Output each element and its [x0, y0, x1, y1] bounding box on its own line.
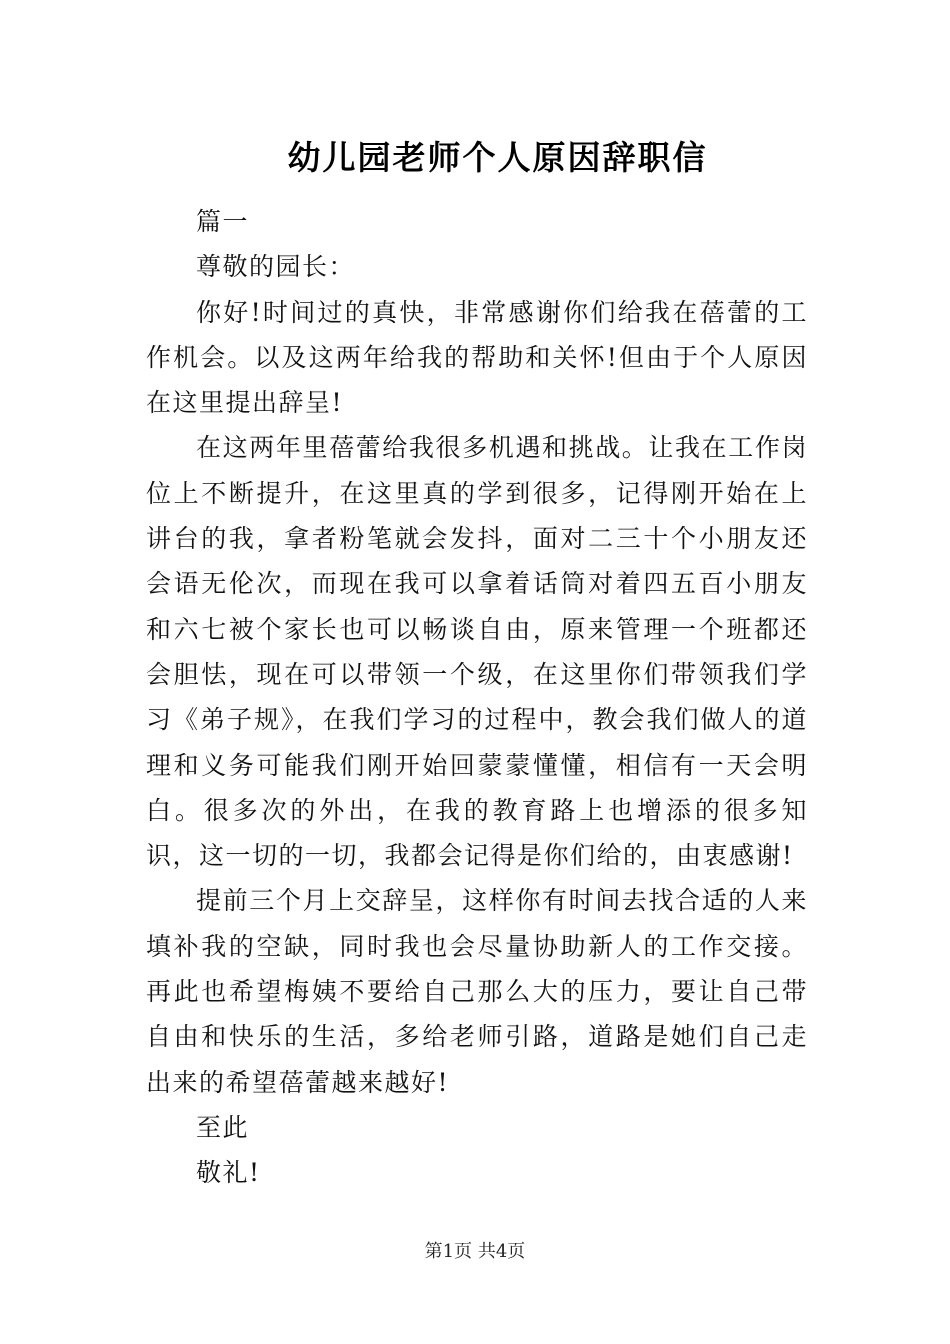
paragraph-greeting: 你好!时间过的真快，非常感谢你们给我在蓓蕾的工作机会。以及这两年给我的帮助和关怀!但由于个人原因在这里提出辞呈!: [146, 297, 808, 418]
page-number: 第1页 共4页: [424, 1241, 526, 1262]
document-body: [146, 199, 808, 1196]
document-title: 幼儿园老师个人原因辞职信: [287, 138, 708, 177]
paragraph-notice: 提前三个月上交辞呈，这样你有时间去找合适的人来填补我的空缺，同时我也会尽量协助新人的工作交接。再此也希望梅姨不要给自己那么大的压力，要让自己带自由和快乐的生活，多给老师引路，道路是她们自己走出来的希望蓓蕾越来越好!: [146, 886, 808, 1097]
closing-salute: 敬礼!: [196, 1158, 261, 1188]
page-footer: [0, 1240, 950, 1264]
closing-line: 至此: [196, 1112, 250, 1142]
paragraph-experience: 在这两年里蓓蕾给我很多机遇和挑战。让我在工作岗位上不断提升，在这里真的学到很多，记得刚开始在上讲台的我，拿者粉笔就会发抖，面对二三十个小朋友还会语无伦次，而现在我可以拿着话筒对着四五百小朋友和六七被个家长也可以畅谈自由，原来管理一个班都还会胆怯，现在可以带领一个级，在这里你们带领我们学习《弟子规》，在我们学习的过程中，教会我们做人的道理和义务可能我们刚开始回蒙蒙懂懂，相信有一天会明白。很多次的外出，在我的教育路上也增添的很多知识，这一切的一切，我都会记得是你们给的，由衷感谢!: [146, 433, 808, 871]
salutation: 尊敬的园长：: [196, 252, 356, 282]
section-label: 篇一: [196, 207, 250, 236]
